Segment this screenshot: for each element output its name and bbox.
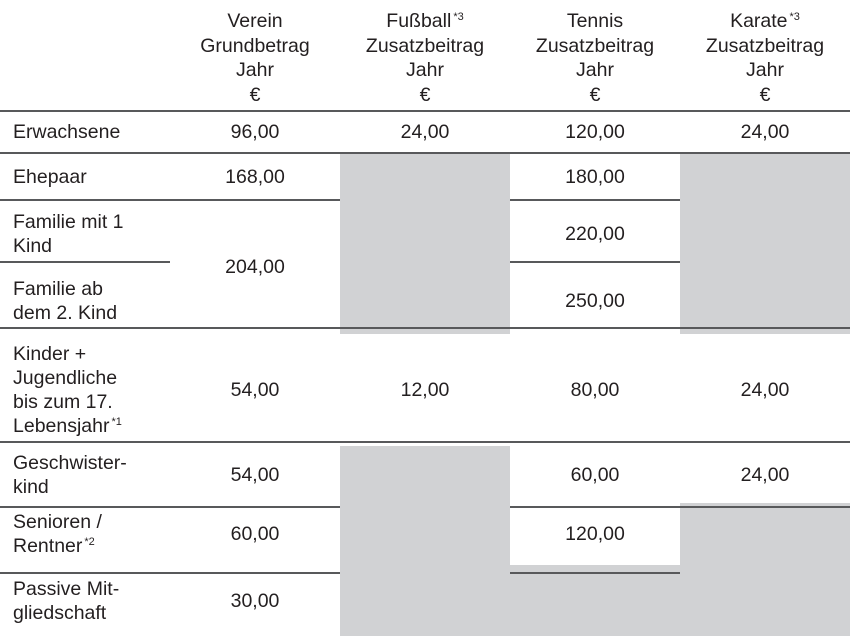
- rule-below-familie-1-tennis: [510, 261, 680, 263]
- footnote-mark-3: *3: [453, 11, 464, 23]
- rule-below-senioren-left: [0, 572, 340, 574]
- header-fussball: [340, 0, 510, 111]
- header-verein-line1: Verein: [227, 10, 283, 32]
- header-fussball-line1: [386, 9, 463, 34]
- cell-familie-1-tennis: 220,00: [565, 222, 625, 245]
- label-line: Lebensjahr: [13, 415, 110, 437]
- header-verein-line2: Grundbetrag: [200, 34, 310, 57]
- cell-familie-verein: 204,00: [225, 256, 285, 278]
- header-verein-line4: €: [249, 83, 261, 106]
- footnote-mark-3: *3: [789, 11, 800, 23]
- header-fussball-line3: Jahr: [406, 59, 444, 81]
- cell-senioren-verein: 60,00: [230, 523, 280, 545]
- header-tennis-line1: Tennis: [566, 10, 624, 32]
- header-karate-line4: €: [759, 83, 771, 106]
- header-tennis-line4: €: [589, 83, 601, 106]
- cell-ehepaar-verein: 168,00: [225, 165, 285, 188]
- cell-erwachsene-verein: 96,00: [230, 121, 280, 143]
- rule-below-header: [0, 110, 850, 112]
- header-tennis-line2: Zusatzbeitrag: [535, 34, 655, 57]
- row-label-senioren-text: [13, 510, 102, 558]
- label-line: kind: [13, 475, 49, 498]
- header-karate-name: Karate: [730, 10, 788, 32]
- shaded-tennis-passive: [510, 565, 680, 636]
- shaded-karate-families: [680, 153, 850, 334]
- header-verein-line3: Jahr: [236, 59, 274, 81]
- footnote-mark-2: *2: [84, 536, 95, 548]
- label-line: Kind: [13, 234, 53, 257]
- label-line: dem 2. Kind: [13, 301, 118, 324]
- rule-below-kinder: [0, 441, 850, 443]
- cell-senioren-tennis: 120,00: [565, 523, 625, 545]
- header-karate-line3: Jahr: [746, 59, 784, 81]
- label-line: Kinder +: [13, 343, 87, 365]
- cell-erwachsene-fussball: 24,00: [400, 121, 450, 143]
- rule-below-erwachsene: [0, 152, 850, 154]
- cell-ehepaar-tennis: 180,00: [565, 165, 625, 188]
- corner-cell: [0, 0, 170, 111]
- header-tennis-line3: Jahr: [576, 59, 614, 81]
- rule-below-geschwister-right: [510, 506, 850, 508]
- header-karate-line2: Zusatzbeitrag: [705, 34, 825, 57]
- label-line: Passive Mit-: [13, 577, 120, 600]
- row-label-passiv: [0, 565, 170, 636]
- label-line: Jugendliche: [13, 367, 118, 389]
- rule-below-familie-2: [0, 327, 850, 329]
- cell-erwachsene-tennis: 120,00: [565, 121, 625, 143]
- cell-geschwister-tennis: 60,00: [570, 463, 620, 486]
- label-line: Familie ab: [13, 277, 103, 300]
- row-label-familie-2: [0, 267, 170, 334]
- cell-familie-2-tennis: 250,00: [565, 289, 625, 312]
- row-label-familie-1: [0, 200, 170, 267]
- label-line: Rentner: [13, 535, 83, 557]
- row-label-geschwister-text: [13, 451, 127, 499]
- rule-below-senioren-tennis: [510, 572, 680, 574]
- cell-kinder-verein: 54,00: [230, 379, 280, 401]
- row-label-kinder: [0, 334, 170, 446]
- cell-kinder-karate: 24,00: [740, 379, 790, 401]
- row-label-kinder-text: [13, 342, 122, 438]
- header-karate-line1: [730, 9, 800, 34]
- footnote-mark-1: *1: [111, 416, 122, 428]
- cell-kinder-tennis: 80,00: [570, 379, 620, 401]
- rule-below-ehepaar-tennis: [510, 199, 680, 201]
- shaded-karate-lower: [680, 503, 850, 636]
- cell-kinder-fussball: 12,00: [400, 379, 450, 401]
- rule-below-familie-1: [0, 261, 170, 263]
- header-fussball-name: Fußball: [386, 10, 452, 32]
- cell-geschwister-verein: 54,00: [230, 463, 280, 486]
- label-line: bis zum 17.: [13, 391, 113, 413]
- row-label-passiv-text: [13, 577, 119, 625]
- cell-passiv-verein: 30,00: [230, 589, 280, 612]
- header-fussball-line4: €: [419, 83, 431, 106]
- header-fussball-line2: Zusatzbeitrag: [365, 34, 485, 57]
- shaded-fussball-families: [340, 153, 510, 334]
- header-tennis: [510, 0, 680, 111]
- row-label-familie-2-text: [13, 277, 117, 325]
- label-line: Senioren /: [13, 511, 102, 533]
- label-line: Geschwister-: [13, 451, 127, 474]
- header-karate: [680, 0, 850, 111]
- label-line: gliedschaft: [13, 601, 107, 624]
- shaded-fussball-lower: [340, 446, 510, 636]
- cell-geschwister-karate: 24,00: [740, 463, 790, 486]
- header-verein: [170, 0, 340, 111]
- label-line: Familie mit 1: [13, 210, 124, 233]
- row-label-senioren: [0, 503, 170, 565]
- row-label-familie-1-text: [13, 210, 124, 258]
- row-label-erwachsene: Erwachsene: [13, 121, 121, 143]
- row-label-ehepaar: Ehepaar: [13, 165, 87, 188]
- cell-erwachsene-karate: 24,00: [740, 121, 790, 143]
- row-label-geschwister: [0, 446, 170, 503]
- rule-below-geschwister-left: [0, 506, 340, 508]
- rule-below-ehepaar: [0, 199, 340, 201]
